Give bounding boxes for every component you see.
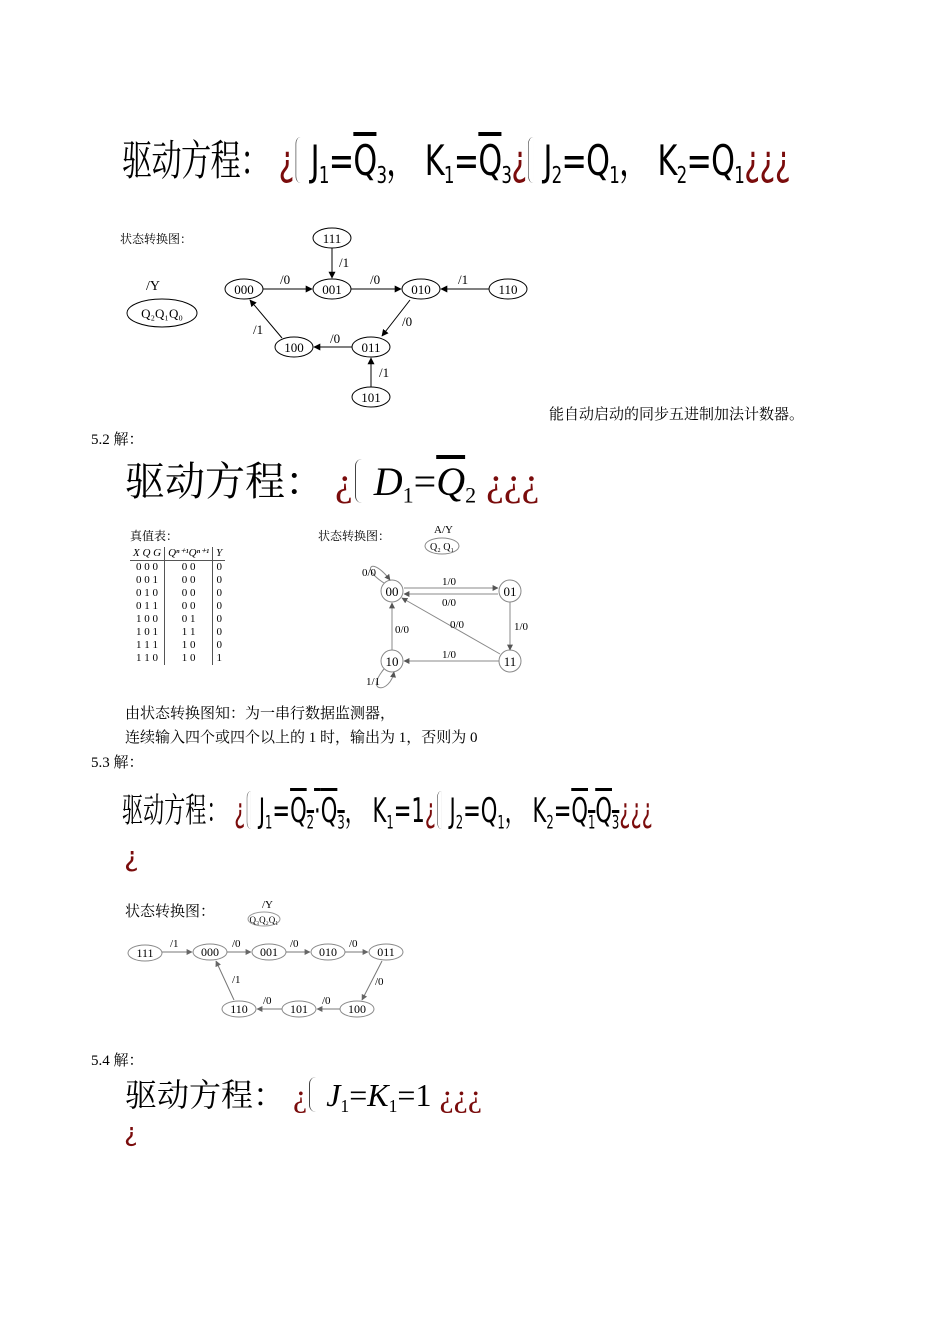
table-row: 0 0 1 0 0 0 bbox=[130, 574, 225, 587]
svg-text:0/0: 0/0 bbox=[395, 624, 410, 636]
diagram-label-5-3: 状态转换图： bbox=[125, 904, 216, 920]
svg-text:/0: /0 bbox=[280, 272, 291, 287]
svg-text:/Y: /Y bbox=[146, 279, 160, 294]
legend-out-5-3: /Y bbox=[262, 899, 273, 911]
caption-5-1: 能自动启动的同步五进制加法计数器。 bbox=[549, 407, 805, 423]
svg-text:001: 001 bbox=[260, 945, 278, 959]
svg-text:1/1: 1/1 bbox=[366, 676, 381, 688]
table-row: 1 1 0 1 0 1 bbox=[130, 652, 225, 665]
table-row: 1 1 1 1 0 0 bbox=[130, 639, 225, 652]
svg-text:/1: /1 bbox=[379, 365, 390, 380]
table-row: 0 1 1 0 0 0 bbox=[130, 600, 225, 613]
diagram-label-5-1: 状态转换图： bbox=[120, 232, 193, 246]
table-row: 0 0 0 0 0 0 bbox=[130, 561, 225, 575]
svg-text:1/0: 1/0 bbox=[442, 576, 457, 588]
table-row: 0 1 0 0 0 0 bbox=[130, 587, 225, 600]
state-011-label: 011 bbox=[361, 340, 381, 355]
svg-text:/0: /0 bbox=[330, 331, 341, 346]
svg-text:0/0: 0/0 bbox=[362, 567, 377, 579]
drive-equation-5-3: 驱动方程： ¿ $J_1=Q_2\cdot Q_3$， $K_1=1¿$ $J_2=Q_1$， $K_2=Q_1Q_3¿¿¿$ bbox=[122, 791, 653, 834]
svg-text:/1: /1 bbox=[339, 255, 350, 270]
svg-text:111: 111 bbox=[136, 946, 154, 960]
svg-text:/1: /1 bbox=[253, 322, 264, 337]
legend-state-5-2: Q₂ Q₁ bbox=[430, 542, 454, 553]
drive-equation-5-1: 驱动方程： ¿ $J_1=\overline{Q}_3$， $K_1=\overline{Q}_3¿$ $J_2=Q_1$， $K_2=Q_1¿¿¿$ bbox=[122, 136, 791, 190]
legend-state-5-3: Q₃Q₂Q₁ bbox=[249, 915, 279, 925]
svg-text:/0: /0 bbox=[402, 314, 413, 329]
svg-text:00: 00 bbox=[385, 584, 399, 599]
note-1-5-2: 由状态转换图知：为一串行数据监测器， bbox=[125, 706, 396, 722]
state-010-label: 010 bbox=[411, 282, 431, 297]
legend-5-1 bbox=[127, 279, 197, 327]
svg-text:100: 100 bbox=[348, 1002, 366, 1016]
state-diagram-5-1 bbox=[120, 220, 540, 410]
legend-out-5-2: A/Y bbox=[434, 524, 453, 536]
svg-text:/0: /0 bbox=[232, 938, 241, 950]
svg-text:0/0: 0/0 bbox=[442, 597, 457, 609]
drive-equation-5-2: 驱动方程： ¿ $D_1=\overline{Q}_2$ ¿¿¿ bbox=[125, 459, 540, 508]
note-2-5-2: 连续输入四个或四个以上的 1 时，输出为 1，否则为 0 bbox=[125, 730, 478, 746]
svg-text:11: 11 bbox=[503, 654, 517, 669]
state-001-label: 001 bbox=[322, 282, 342, 297]
svg-text:/1: /1 bbox=[170, 938, 179, 950]
svg-text:1/0: 1/0 bbox=[514, 621, 529, 633]
svg-text:0/0: 0/0 bbox=[450, 619, 465, 631]
svg-text:Q₂Q₁Q₀: Q₂Q₁Q₀ bbox=[141, 306, 183, 321]
svg-text:/0: /0 bbox=[322, 995, 331, 1007]
svg-text:/0: /0 bbox=[375, 976, 384, 988]
table-row: 1 0 1 1 1 0 bbox=[130, 626, 225, 639]
svg-text:01: 01 bbox=[503, 584, 517, 599]
equation-continuation-5-3: ¿ bbox=[124, 840, 139, 873]
svg-text:1/0: 1/0 bbox=[442, 649, 457, 661]
svg-text:/0: /0 bbox=[263, 995, 272, 1007]
svg-text:/1: /1 bbox=[458, 272, 469, 287]
heading-5-4: 5.4 解： bbox=[91, 1053, 144, 1069]
svg-text:/0: /0 bbox=[290, 938, 299, 950]
state-diagram-5-3 bbox=[120, 895, 410, 1025]
svg-text:/0: /0 bbox=[370, 272, 381, 287]
table-header: X Q G Qⁿ⁺¹Qⁿ⁺¹ Y bbox=[130, 547, 225, 561]
svg-text:010: 010 bbox=[319, 945, 337, 959]
state-110-label: 110 bbox=[498, 282, 518, 297]
equation-continuation-5-4: ¿ bbox=[124, 1118, 138, 1148]
state-diagram-5-2 bbox=[350, 518, 550, 693]
truth-table-5-2 bbox=[130, 547, 225, 665]
svg-text:10: 10 bbox=[385, 654, 399, 669]
svg-text:000: 000 bbox=[201, 945, 219, 959]
state-100-label: 100 bbox=[284, 340, 304, 355]
state-000-label: 000 bbox=[234, 282, 254, 297]
svg-text:101: 101 bbox=[290, 1002, 308, 1016]
table-row: 1 0 0 0 1 0 bbox=[130, 613, 225, 626]
table-label-5-2: 真值表： bbox=[130, 529, 179, 543]
heading-5-3: 5.3 解： bbox=[91, 755, 144, 771]
svg-text:011: 011 bbox=[377, 945, 395, 959]
state-111-label: 111 bbox=[322, 231, 342, 246]
diagram-label-5-2: 状态转换图： bbox=[318, 529, 391, 543]
state-101-label: 101 bbox=[361, 390, 381, 405]
svg-text:/1: /1 bbox=[232, 974, 241, 986]
heading-5-2: 5.2 解： bbox=[91, 432, 144, 448]
svg-text:/0: /0 bbox=[349, 938, 358, 950]
svg-text:110: 110 bbox=[230, 1002, 248, 1016]
drive-equation-5-4: 驱动方程： ¿ $J_1=K_1=1$ ¿¿¿ bbox=[125, 1077, 483, 1117]
